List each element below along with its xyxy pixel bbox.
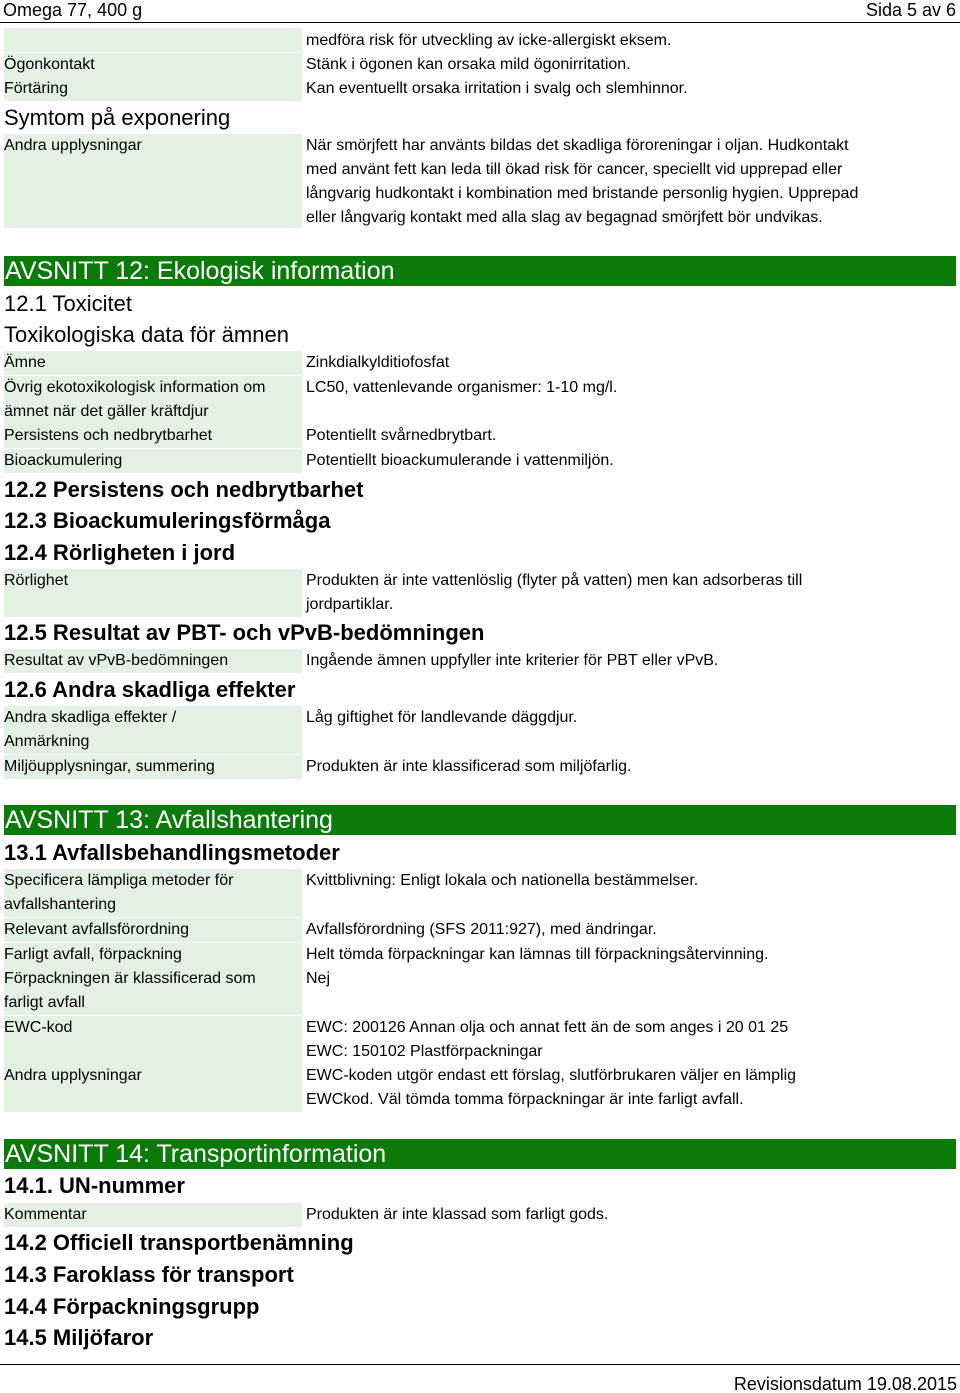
section-14-title: AVSNITT 14: Transportinformation (4, 1139, 956, 1169)
pbt-label: Resultat av vPvB-bedömningen (4, 649, 302, 673)
ingestion-value: Kan eventuellt orsaka irritation i svalg och slemhinnor. (306, 80, 688, 97)
other-info-line: med använt fett kan leda till ökad risk för cancer, speciellt vid upprepad eller (306, 161, 843, 178)
hazardous-packaging-value: Helt tömda förpackningar kan lämnas till förpackningsåtervinning. (306, 946, 769, 963)
mobility-label: Rörlighet (4, 572, 69, 589)
hazardous-packaging-label: Farligt avfall, förpackning (4, 943, 302, 967)
page-header (0, 0, 960, 24)
header-divider (0, 22, 960, 23)
section-13-title: AVSNITT 13: Avfallshantering (4, 805, 956, 835)
disposal-info-label: Andra upplysningar (4, 1067, 142, 1084)
section-12-5-heading: 12.5 Resultat av PBT- och vPvB-bedömningen (4, 620, 485, 645)
disposal-info-value-line: EWCkod. Väl tömda tomma förpackningar är inte farligt avfall. (306, 1091, 744, 1108)
tox-data-heading: Toxikologiska data för ämnen (4, 322, 289, 347)
eye-contact-label: Ögonkontakt (4, 53, 302, 77)
ecotox-label-line: ämnet när det gäller kräftdjur (4, 403, 209, 420)
other-effects-label-line: Anmärkning (4, 733, 90, 750)
packaging-class-label (4, 967, 256, 1015)
product-name: Omega 77, 400 g (3, 0, 143, 20)
packaging-class-value: Nej (306, 970, 331, 987)
section-14-1-heading: 14.1. UN-nummer (4, 1173, 185, 1198)
eye-contact-value: Stänk i ögonen kan orsaka mild ögonirritation. (306, 56, 631, 73)
other-info-line: När smörjfett har använts bildas det skadliga föroreningar i oljan. Hudkontakt (306, 137, 849, 154)
ewc-value (306, 1016, 956, 1064)
ewc-value-line: EWC: 150102 Plastförpackningar (306, 1043, 543, 1060)
other-info-line: långvarig hudkontakt i kombination med bristande personlig hygien. Upprepad (306, 185, 859, 202)
persistence-value: Potentiellt svårnedbrytbart. (306, 427, 497, 444)
section-14-4-heading: 14.4 Förpackningsgrupp (4, 1294, 260, 1319)
revision-date: Revisionsdatum 19.08.2015 (733, 1374, 957, 1393)
waste-regulation-label: Relevant avfallsförordning (4, 918, 302, 942)
mobility-value-line: jordpartiklar. (306, 596, 394, 613)
ewc-value-line: EWC: 200126 Annan olja och annat fett än de som anges i 20 01 25 (306, 1019, 789, 1036)
label-cell-continuation (4, 28, 302, 52)
pbt-value: Ingående ämnen uppfyller inte kriterier för PBT eller vPvB. (306, 652, 719, 669)
substance-label: Ämne (4, 351, 302, 375)
section-14-5-heading: 14.5 Miljöfaror (4, 1325, 154, 1350)
mobility-value-line: Produkten är inte vattenlöslig (flyter på vatten) men kan adsorberas till (306, 572, 803, 589)
disposal-info-value-line: EWC-koden utgör endast ett förslag, slutförbrukaren väljer en lämplig (306, 1067, 797, 1084)
persistence-label: Persistens och nedbrytbarhet (4, 424, 302, 448)
symptoms-heading: Symtom på exponering (4, 105, 231, 130)
disposal-method-label-line: avfallshantering (4, 896, 117, 913)
packaging-class-label-line: Förpackningen är klassificerad som (4, 970, 256, 987)
section-12-6-heading: 12.6 Andra skadliga effekter (4, 677, 296, 702)
env-summary-label: Miljöupplysningar, summering (4, 755, 302, 779)
other-effects-label (4, 706, 176, 754)
other-effects-value: Låg giftighet för landlevande däggdjur. (306, 709, 578, 726)
substance-value: Zinkdialkylditiofosfat (306, 354, 450, 371)
disposal-info-value (306, 1064, 956, 1112)
disposal-method-label (4, 869, 233, 917)
section-14-3-heading: 14.3 Faroklass för transport (4, 1262, 294, 1287)
disposal-method-label-line: Specificera lämpliga metoder för (4, 872, 234, 889)
section-12-4-heading: 12.4 Rörligheten i jord (4, 540, 236, 565)
section-12-title: AVSNITT 12: Ekologisk information (4, 256, 956, 286)
section-12-2-heading: 12.2 Persistens och nedbrytbarhet (4, 477, 364, 502)
env-summary-value: Produkten är inte klassificerad som miljöfarlig. (306, 758, 632, 775)
ecotox-value: LC50, vattenlevande organismer: 1-10 mg/l. (306, 379, 618, 396)
section-12-1-heading: 12.1 Toxicitet (4, 291, 133, 316)
bioaccumulation-label: Bioackumulering (4, 449, 302, 473)
transport-comment-value: Produkten är inte klassad som farligt gods. (306, 1206, 609, 1223)
disposal-method-value: Kvittblivning: Enligt lokala och nationella bestämmelser. (306, 872, 699, 889)
section-13-1-heading: 13.1 Avfallsbehandlingsmetoder (4, 840, 340, 865)
ingestion-label: Förtäring (4, 77, 302, 101)
other-info-label: Andra upplysningar (4, 137, 142, 154)
ecotox-label (4, 376, 265, 424)
other-info-line: eller långvarig kontakt med alla slag av begagnad smörjfett bör undvikas. (306, 209, 823, 226)
other-info-value (306, 134, 956, 230)
ecotox-label-line: Övrig ekotoxikologisk information om (4, 379, 266, 396)
section-12-3-heading: 12.3 Bioackumuleringsförmåga (4, 508, 331, 533)
ewc-label: EWC-kod (4, 1019, 73, 1036)
mobility-value (306, 569, 956, 617)
section-14-2-heading: 14.2 Officiell transportbenämning (4, 1230, 354, 1255)
continuation-text: medföra risk för utveckling av icke-allergiskt eksem. (306, 32, 672, 49)
bioaccumulation-value: Potentiellt bioackumulerande i vattenmiljön. (306, 452, 614, 469)
waste-regulation-value: Avfallsförordning (SFS 2011:927), med ändringar. (306, 921, 657, 938)
transport-comment-label: Kommentar (4, 1203, 302, 1227)
page-number: Sida 5 av 6 (865, 0, 956, 20)
footer-divider (0, 1364, 960, 1365)
packaging-class-label-line: farligt avfall (4, 994, 85, 1011)
other-effects-label-line: Andra skadliga effekter / (4, 709, 177, 726)
